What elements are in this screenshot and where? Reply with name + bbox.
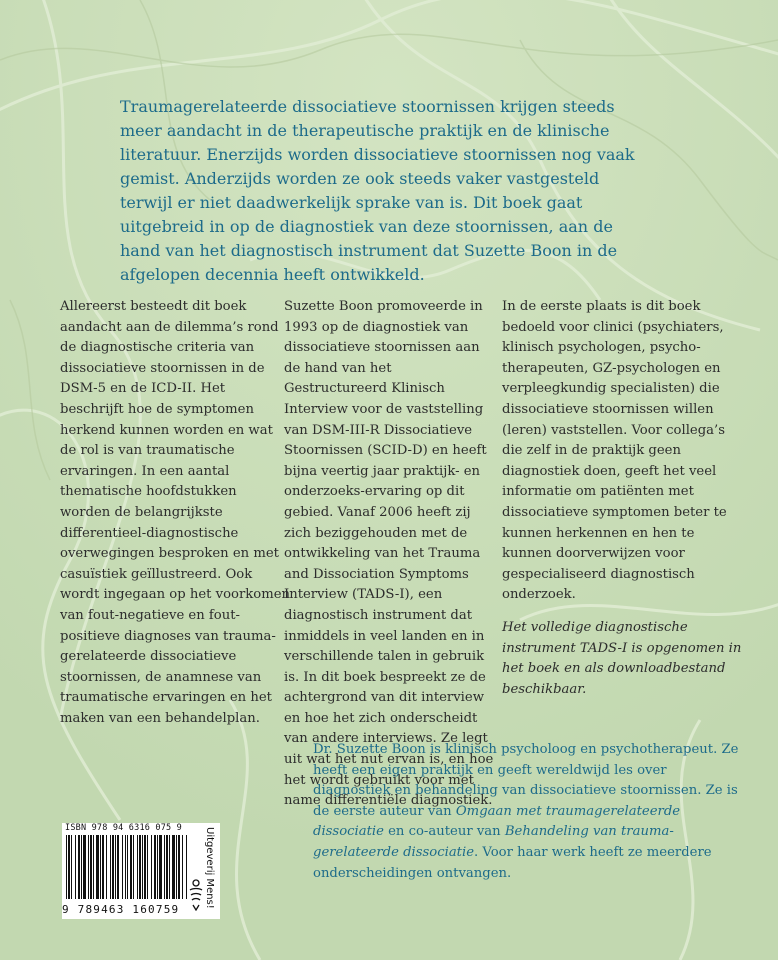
- column-2-text: Suzette Boon promoveerde in 1993 op de diagnostiek van dissociatieve stoornissen aan de hand van het Gestructureerd Klinisch Interview voor de vaststelling van DSM-III-R Dissociatieve Stoornissen (SCID-D) en heeft bijna veertig jaar praktijk- en onderzoeks-ervaring op dit gebied. Vanaf 2006 heeft zij zich beziggehouden met de ontwikkeling van het Trauma and Dissociation Symptoms Interview (TADS-I), een diagnostisch instrument dat inmiddels in veel landen en in verschillende talen in gebruik is. In dit boek bespreekt ze de achtergrond van dit interview en hoe het zich onderscheidt van andere interviews. Ze legt uit wat het nut ervan is, en hoe het wordt gebruikt voor met name differentiële diagnostiek.: [284, 299, 494, 809]
- column-2: [284, 297, 494, 812]
- author-bio-text: [313, 740, 743, 884]
- human-figure-logo-icon: [188, 879, 204, 911]
- column-1-text: Allereerst besteedt dit boek aandacht aan de dilemma’s rond de diagnostische criteria van dissociatieve stoornissen in de DSM-5 en de ICD-II. Het beschrijft hoe de symptomen herkend kunnen worden en wat de rol is van traumatische ervaringen. In een aantal thematische hoofdstukken worden de belangrijkste differentieel-diagnostische overwegingen besproken en met casuïstiek geïllustreerd. Ook wordt ingegaan op het voorkomen van fout-negatieve en fout-positieve diagnoses van trauma-gerelateerde dissociatieve stoornissen, de anamnese van traumatische ervaringen en het maken van een behandelplan.: [60, 299, 291, 726]
- column-1: [60, 297, 290, 729]
- publisher-mark: [184, 827, 220, 917]
- barcode-icon: [66, 835, 190, 901]
- book-title-2: Behandeling van trauma-gerelateerde dissociatie: [313, 824, 674, 860]
- publisher-name: Uitgeverij Mens!: [204, 827, 215, 909]
- isbn-label: ISBN 978 94 6316 075 9: [65, 823, 182, 833]
- book-title-1: Omgaan met traumagerelateerde dissociatie: [313, 803, 681, 840]
- download-note: Het volledige diagnostische instrument TADS-I is opgenomen in het boek en als downloadbestand beschikbaar.: [502, 619, 742, 697]
- column-3-text: In de eerste plaats is dit boek bedoeld voor clinici (psychiaters, klinisch psychologen, psycho-therapeuten, GZ-psychologen en verpleegkundig specialisten) die dissociatieve stoornissen willen (leren) vaststellen. Voor collega’s die zelf in de praktijk geen diagnostiek doen, geeft het veel informatie om patiënten met dissociatieve symptomen beter te kunnen herkennen en hen te kunnen doorverwijzen voor gespecialiseerd diagnostisch onderzoek.: [502, 299, 727, 603]
- author-bio-part-1: Dr. Suzette Boon is klinisch psycholoog en psychotherapeut. Ze heeft een eigen praktijk en geeft wereldwijd les over diagnostiek en behandeling van dissociatieve stoornissen. Ze is de eerste auteur van: [313, 742, 739, 819]
- intro-paragraph: Traumagerelateerde dissociatieve stoornissen krijgen steeds meer aandacht in de therapeutische praktijk en de klinische literatuur. Enerzijds worden dissociatieve stoornissen nog vaak gemist. Anderzijds worden ze ook steeds vaker vastgesteld terwijl er niet daadwerkelijk sprake van is. Dit boek gaat uitgebreid in op de diagnostiek van deze stoornissen, aan de hand van het diagnostisch instrument dat Suzette Boon in de afgelopen decennia heeft ontwikkeld.: [120, 97, 635, 284]
- intro-text-block: [120, 95, 640, 287]
- author-bio-part-3: . Voor haar werk heeft ze meerdere onderscheidingen ontvangen.: [313, 844, 712, 881]
- column-3: [502, 297, 742, 700]
- author-bio: [313, 740, 743, 884]
- author-bio-part-2: en co-auteur van: [383, 824, 505, 840]
- isbn-digits: 9 789463 160759: [62, 903, 180, 916]
